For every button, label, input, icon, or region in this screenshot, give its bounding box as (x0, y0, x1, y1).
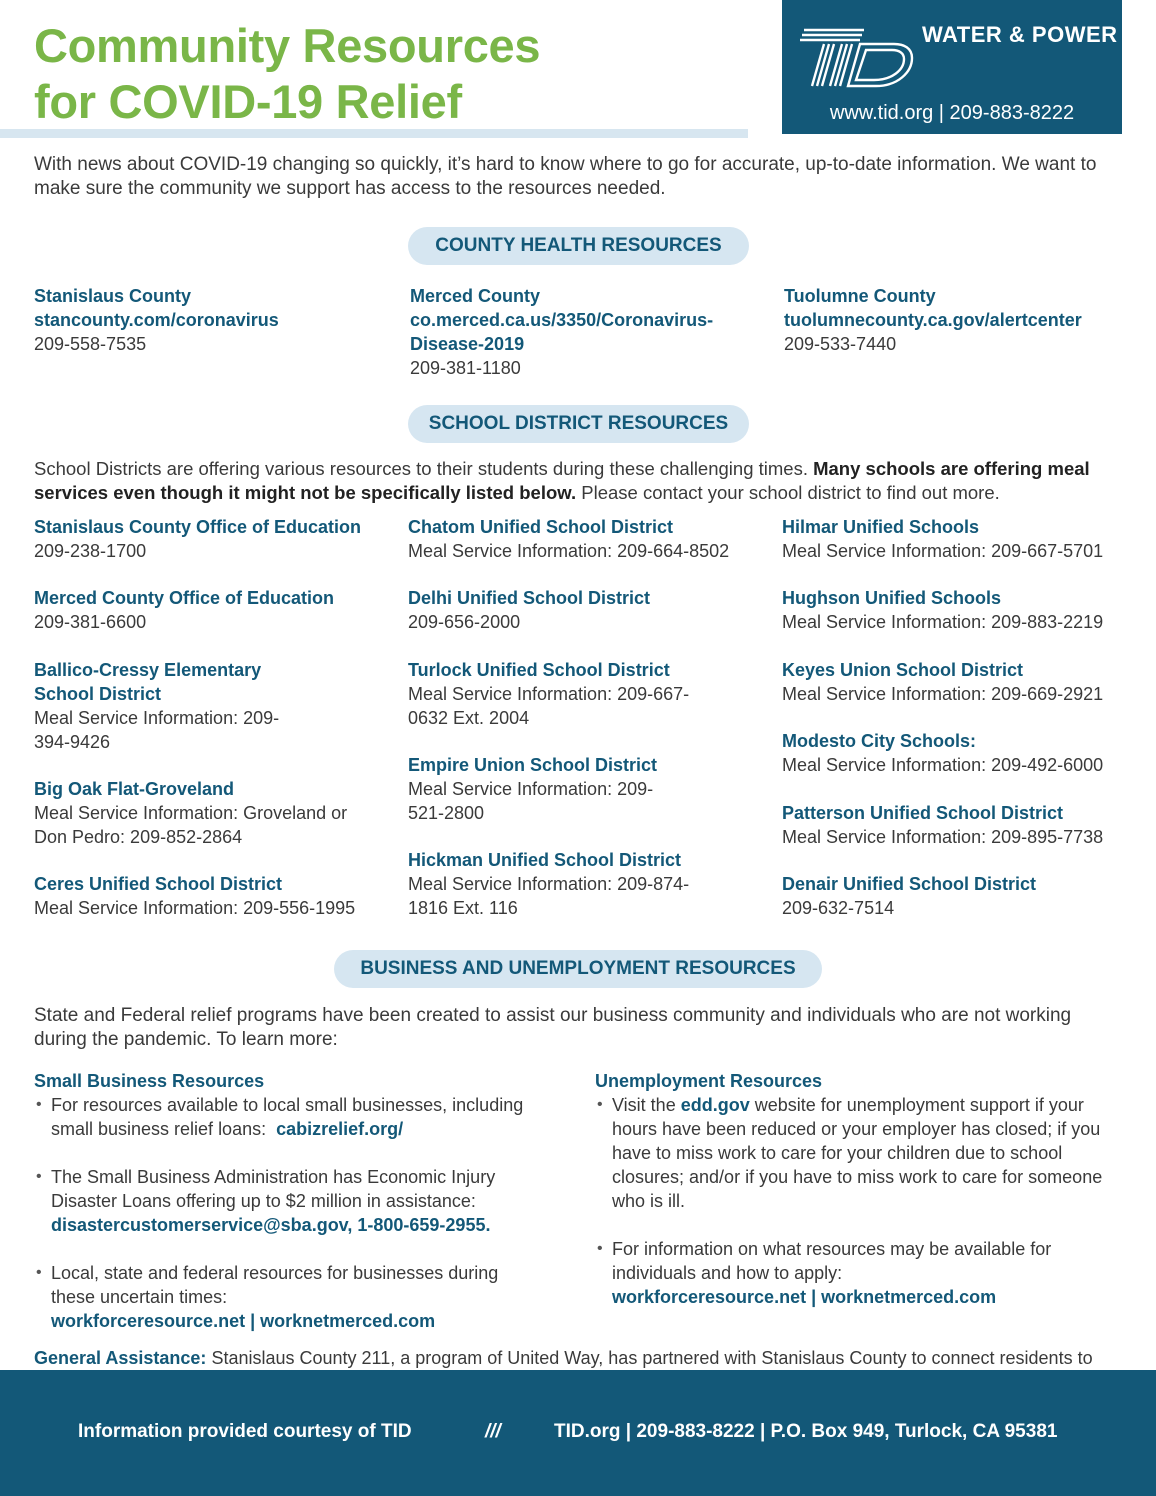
title-line-2: for COVID-19 Relief (34, 75, 462, 128)
school-item (782, 729, 1132, 777)
school-item (408, 848, 708, 920)
school-item (34, 515, 389, 563)
school-name: Keyes Union School District (782, 660, 1024, 680)
county-item (410, 284, 755, 380)
school-intro-emphasis: Many schools are offering meal services even though it might not be specifically listed below. (34, 458, 1090, 503)
small-business-bullet (34, 1165, 564, 1237)
tid-logo-block (782, 0, 1122, 134)
county-health-heading: COUNTY HEALTH RESOURCES (408, 227, 749, 265)
school-name: Turlock Unified School District (408, 660, 670, 680)
bullet-text: For resources available to local small businesses, including small business relief loans: (51, 1095, 524, 1139)
unemployment-bullet (595, 1237, 1125, 1309)
school-name: Hughson Unified Schools (782, 588, 1001, 608)
general-label: General Assistance: (34, 1348, 207, 1368)
school-info: Meal Service Information: 209-556-1995 (34, 898, 356, 918)
school-info: Meal Service Information: 209-667-0632 Ext. 2004 (408, 684, 690, 728)
footer-divider: /// (485, 1421, 501, 1442)
school-info: Meal Service Information: 209-669-2921 (782, 684, 1104, 704)
school-name: Patterson Unified School District (782, 803, 1064, 823)
unemployment-heading: Unemployment Resources (595, 1071, 823, 1091)
school-name: Modesto City Schools: (782, 731, 977, 751)
school-name: Merced County Office of Education (34, 588, 335, 608)
bullet-text: The Small Business Administration has Economic Injury Disaster Loans offering up to $2 million in assistance: (51, 1167, 496, 1211)
business-intro: State and Federal relief programs have been created to assist our business community and individuals who are not working during the pandemic. To learn more: (34, 1005, 1072, 1050)
bullet-text: website for unemployment support if your hours have been reduced or your employer has closed; if you have to miss work to care for your children due to school closures; and/or if you have to miss work to care for someone who is ill. (612, 1095, 1103, 1211)
school-info: Meal Service Information: 209-895-7738 (782, 827, 1104, 847)
title-underline (0, 129, 748, 138)
school-intro (34, 457, 1126, 505)
school-item (34, 658, 289, 754)
cabizrelief-link[interactable]: cabizrelief.org/ (276, 1119, 404, 1139)
school-name: Hickman Unified School District (408, 850, 682, 870)
footer-bar (0, 1370, 1156, 1496)
school-info: 209-238-1700 (34, 541, 147, 561)
tid-logo-icon (798, 24, 916, 90)
county-link[interactable]: tuolumnecounty.ca.gov/alertcenter (784, 310, 1082, 330)
school-info: Meal Service Information: 209-492-6000 (782, 755, 1104, 775)
unemployment-section (595, 1069, 1125, 1309)
bullet-text: Visit the (612, 1095, 676, 1115)
workforce-links[interactable]: workforceresource.net | worknetmerced.com (612, 1287, 997, 1307)
school-info: Meal Service Information: 209-394-9426 (34, 708, 280, 752)
page-title (34, 18, 540, 130)
school-info: Meal Service Information: 209-874-1816 Ext. 116 (408, 874, 690, 918)
unemployment-bullet (595, 1093, 1125, 1213)
school-item (782, 515, 1132, 563)
school-item (408, 586, 768, 634)
small-business-section (34, 1069, 564, 1333)
school-info: Meal Service Information: 209-521-2800 (408, 779, 654, 823)
school-name: Hilmar Unified Schools (782, 517, 980, 537)
school-item (782, 872, 1132, 920)
footer-courtesy: Information provided courtesy of TID (78, 1421, 412, 1442)
school-name: Stanislaus County Office of Education (34, 517, 362, 537)
school-info: Meal Service Information: 209-883-2219 (782, 612, 1104, 632)
school-item (782, 801, 1132, 849)
bullet-text: For information on what resources may be available for individuals and how to apply: (612, 1239, 1052, 1283)
school-item (408, 515, 768, 563)
school-district-heading: SCHOOL DISTRICT RESOURCES (408, 405, 749, 443)
title-line-1: Community Resources (34, 19, 541, 72)
logo-contact: www.tid.org | 209-883-8222 (829, 102, 1075, 124)
school-item (408, 753, 678, 825)
school-info: Meal Service Information: 209-664-8502 (408, 541, 730, 561)
school-item (34, 777, 384, 849)
county-item (784, 284, 1134, 356)
intro-paragraph: With news about COVID-19 changing so quickly, it’s hard to know where to go for accurate, up-to-date information. We want to make sure the community we support has access to the resources needed. (34, 154, 1097, 199)
county-name: Tuolumne County (784, 286, 936, 306)
county-name: Stanislaus County (34, 286, 192, 306)
small-business-bullet (34, 1093, 564, 1141)
school-info: 209-381-6600 (34, 612, 147, 632)
workforce-links[interactable]: workforceresource.net | worknetmerced.com (51, 1311, 436, 1331)
school-info: 209-632-7514 (782, 898, 895, 918)
school-name: Empire Union School District (408, 755, 658, 775)
school-info: Meal Service Information: Groveland or Don Pedro: 209-852-2864 (34, 803, 348, 847)
sba-contact-link[interactable]: disastercustomerservice@sba.gov, 1-800-659-2955. (51, 1215, 491, 1235)
county-phone: 209-558-7535 (34, 334, 147, 354)
school-item (408, 658, 693, 730)
school-name: Chatom Unified School District (408, 517, 674, 537)
county-phone: 209-381-1180 (410, 358, 521, 378)
school-name: Ceres Unified School District (34, 874, 283, 894)
school-item (34, 872, 389, 920)
school-name: Big Oak Flat-Groveland (34, 779, 235, 799)
edd-link[interactable]: edd.gov (680, 1095, 750, 1115)
county-name: Merced County (410, 286, 541, 306)
county-item (34, 284, 384, 356)
school-info: Meal Service Information: 209-667-5701 (782, 541, 1104, 561)
footer-contact: TID.org | 209-883-8222 | P.O. Box 949, Turlock, CA 95381 (554, 1421, 1058, 1442)
school-info: 209-656-2000 (408, 612, 521, 632)
school-intro-text: School Districts are offering various resources to their students during these challenging times. (34, 458, 808, 479)
small-business-bullet (34, 1261, 564, 1333)
business-heading: BUSINESS AND UNEMPLOYMENT RESOURCES (334, 950, 822, 988)
logo-tagline: WATER & POWER (922, 22, 1118, 47)
school-name: Denair Unified School District (782, 874, 1037, 894)
county-phone: 209-533-7440 (784, 334, 897, 354)
school-name: Ballico-Cressy Elementary School District (34, 660, 262, 704)
small-business-heading: Small Business Resources (34, 1071, 265, 1091)
school-intro-cta: Please contact your school district to find out more. (581, 482, 1000, 503)
school-item (782, 586, 1132, 634)
school-item (34, 586, 389, 634)
county-link[interactable]: co.merced.ca.us/3350/Coronavirus-Disease-2019 (410, 310, 714, 354)
school-item (782, 658, 1132, 706)
school-name: Delhi Unified School District (408, 588, 651, 608)
general-text: Stanislaus County 211, a program of United Way, has partnered with Stanislaus County to connect residents to (211, 1348, 1093, 1368)
bullet-text: Local, state and federal resources for businesses during these uncertain times: (51, 1263, 499, 1307)
county-link[interactable]: stancounty.com/coronavirus (34, 310, 279, 330)
